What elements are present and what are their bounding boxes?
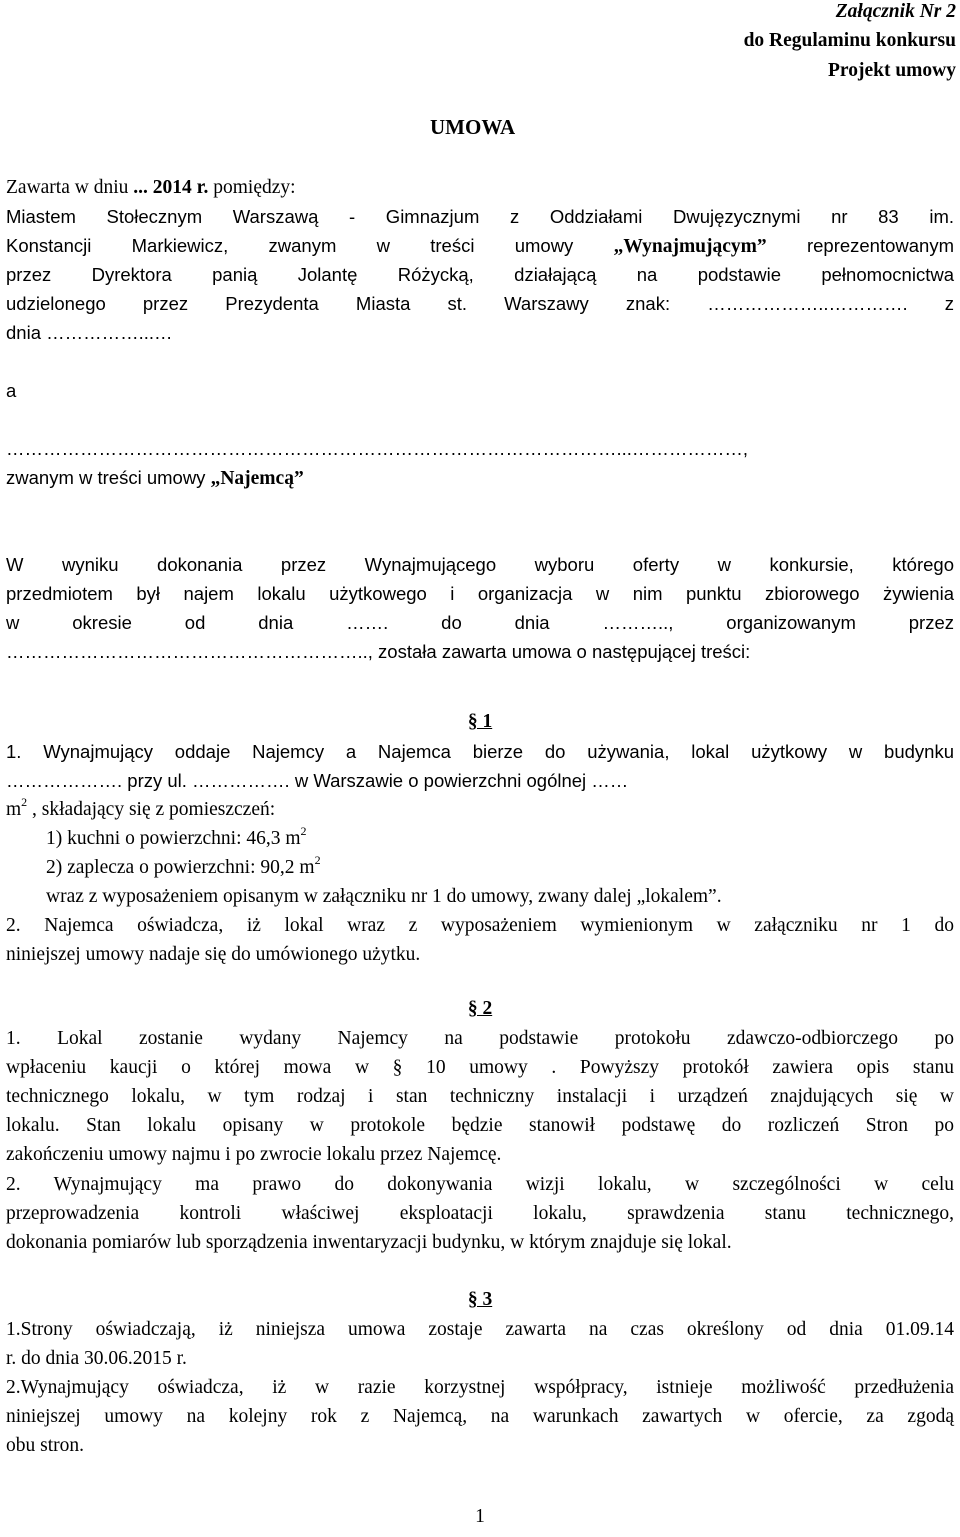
project-label: Projekt umowy bbox=[828, 60, 956, 81]
s1-line-5: 2. Najemca oświadcza, iż lokal wraz z wyposażeniem wymienionym w załączniku nr 1 do bbox=[6, 915, 954, 936]
s1-line-3: $m^2$ , składający się z pomieszczeń: bbox=[6, 794, 276, 820]
s3-line-2: r. do dnia 30.06.2015 r. bbox=[6, 1348, 187, 1369]
intro-line-4: przez Dyrektora panią Jolantę Różycką, działającą na podstawie pełnomocnictwa bbox=[6, 264, 954, 285]
section-1-heading: § 1 bbox=[467, 711, 493, 732]
s2-line-1: 1. Lokal zostanie wydany Najemcy na podstawie protokołu zdawczo-odbiorczego po bbox=[6, 1028, 954, 1049]
s1-line-1: 1. Wynajmujący oddaje Najemcy a Najemca bierze do używania, lokal użytkowy w budynku bbox=[6, 741, 954, 762]
preamble-line-1: W wyniku dokonania przez Wynajmującego wyboru oferty w konkursie, którego bbox=[6, 554, 954, 575]
intro-text: pomiędzy: bbox=[208, 177, 296, 198]
preamble-line-4: ………………………………………………….., została zawarta umowa o następującej treści: bbox=[6, 641, 751, 662]
s1-line-6: niniejszej umowy nadaje się do umówionego użytku. bbox=[6, 944, 421, 965]
s3-line-1: 1.Strony oświadczają, iż niniejsza umowa zostaje zawarta na czas określony od dnia 01.09.14 bbox=[6, 1319, 954, 1340]
intro-text: Zawarta w dniu bbox=[6, 177, 134, 198]
s3-line-5: obu stron. bbox=[6, 1435, 84, 1456]
s3-line-3: 2.Wynajmujący oświadcza, iż w razie korzystnej współpracy, istnieje możliwość przedłużenia bbox=[6, 1377, 954, 1398]
tenant-term: „Najemcą” bbox=[210, 468, 304, 489]
s2-line-6: 2. Wynajmujący ma prawo do dokonywania wizji lokalu, w szczególności w celu bbox=[6, 1174, 954, 1195]
intro-line-8: ………………………………………………………………………………………...………………, bbox=[6, 438, 749, 459]
intro-line-2: Miastem Stołecznym Warszawą - Gimnazjum z Oddziałami Dwujęzycznymi nr 83 im. bbox=[6, 206, 954, 227]
intro-text: zwanym w treści umowy bbox=[6, 467, 211, 488]
preamble-line-2: przedmiotem był najem lokalu użytkowego i organizacja w nim punktu zbiorowego żywienia bbox=[6, 583, 954, 604]
preamble-line-3: w okresie od dnia ……. do dnia ……….., organizowanym przez bbox=[6, 612, 954, 633]
s1-room-kitchen: 1) kuchni o powierzchni: 46,3 $m^2$ bbox=[46, 823, 307, 849]
page-number: 1 bbox=[475, 1506, 485, 1527]
s2-line-8: dokonania pomiarów lub sporządzenia inwentaryzacji budynku, w którym znajduje się lokal. bbox=[6, 1232, 732, 1253]
document-title: UMOWA bbox=[430, 115, 516, 139]
s2-line-7: przeprowadzenia kontroli właściwej eksploatacji lokalu, sprawdzenia stanu technicznego, bbox=[6, 1203, 954, 1224]
s2-line-2: wpłaceniu kaucji o której mowa w § 10 umowy . Powyższy protokół zawiera opis stanu bbox=[6, 1057, 954, 1078]
intro-line-3 bbox=[6, 234, 954, 259]
s1-room-backroom: 2) zaplecza o powierzchni: 90,2 $m^2$ bbox=[46, 852, 321, 878]
s3-line-4: niniejszej umowy na kolejny rok z Najemcą, na warunkach zawartych w ofercie, za zgodą bbox=[6, 1406, 954, 1427]
regulation-label: do Regulaminu konkursu bbox=[743, 30, 956, 51]
s1-line-2: ………………. przy ul. ……………. w Warszawie o powierzchni ogólnej …… bbox=[6, 770, 629, 791]
intro-text: Konstancji Markiewicz, zwanym w treści umowy bbox=[6, 235, 614, 256]
s2-line-3: technicznego lokalu, w tym rodzaj i stan techniczny instalacji i urządzeń znajdujących się w bbox=[6, 1086, 954, 1107]
intro-line-5: udzielonego przez Prezydenta Miasta st. Warszawy znak: ………………..…………. z bbox=[6, 293, 954, 314]
intro-text: reprezentowanym bbox=[766, 235, 954, 256]
section-2-heading: § 2 bbox=[467, 998, 493, 1019]
intro-date: ... 2014 r. bbox=[133, 177, 209, 198]
landlord-term: „Wynajmującym” bbox=[613, 236, 767, 257]
s1-line-4: wraz z wyposażeniem opisanym w załączniku nr 1 do umowy, zwany dalej „lokalem”. bbox=[46, 886, 722, 907]
section-3-heading: § 3 bbox=[467, 1289, 493, 1310]
intro-line-1 bbox=[6, 176, 954, 200]
intro-line-7: a bbox=[6, 380, 17, 401]
s2-line-4: lokalu. Stan lokalu opisany w protokole będzie stanowił podstawę do rozliczeń Stron po bbox=[6, 1115, 954, 1136]
attachment-label: Załącznik Nr 2 bbox=[835, 1, 956, 22]
s2-line-5: zakończeniu umowy najmu i po zwrocie lokalu przez Najemcę. bbox=[6, 1144, 502, 1165]
intro-line-6: dnia ……………...… bbox=[6, 322, 173, 343]
intro-line-9 bbox=[6, 466, 954, 491]
